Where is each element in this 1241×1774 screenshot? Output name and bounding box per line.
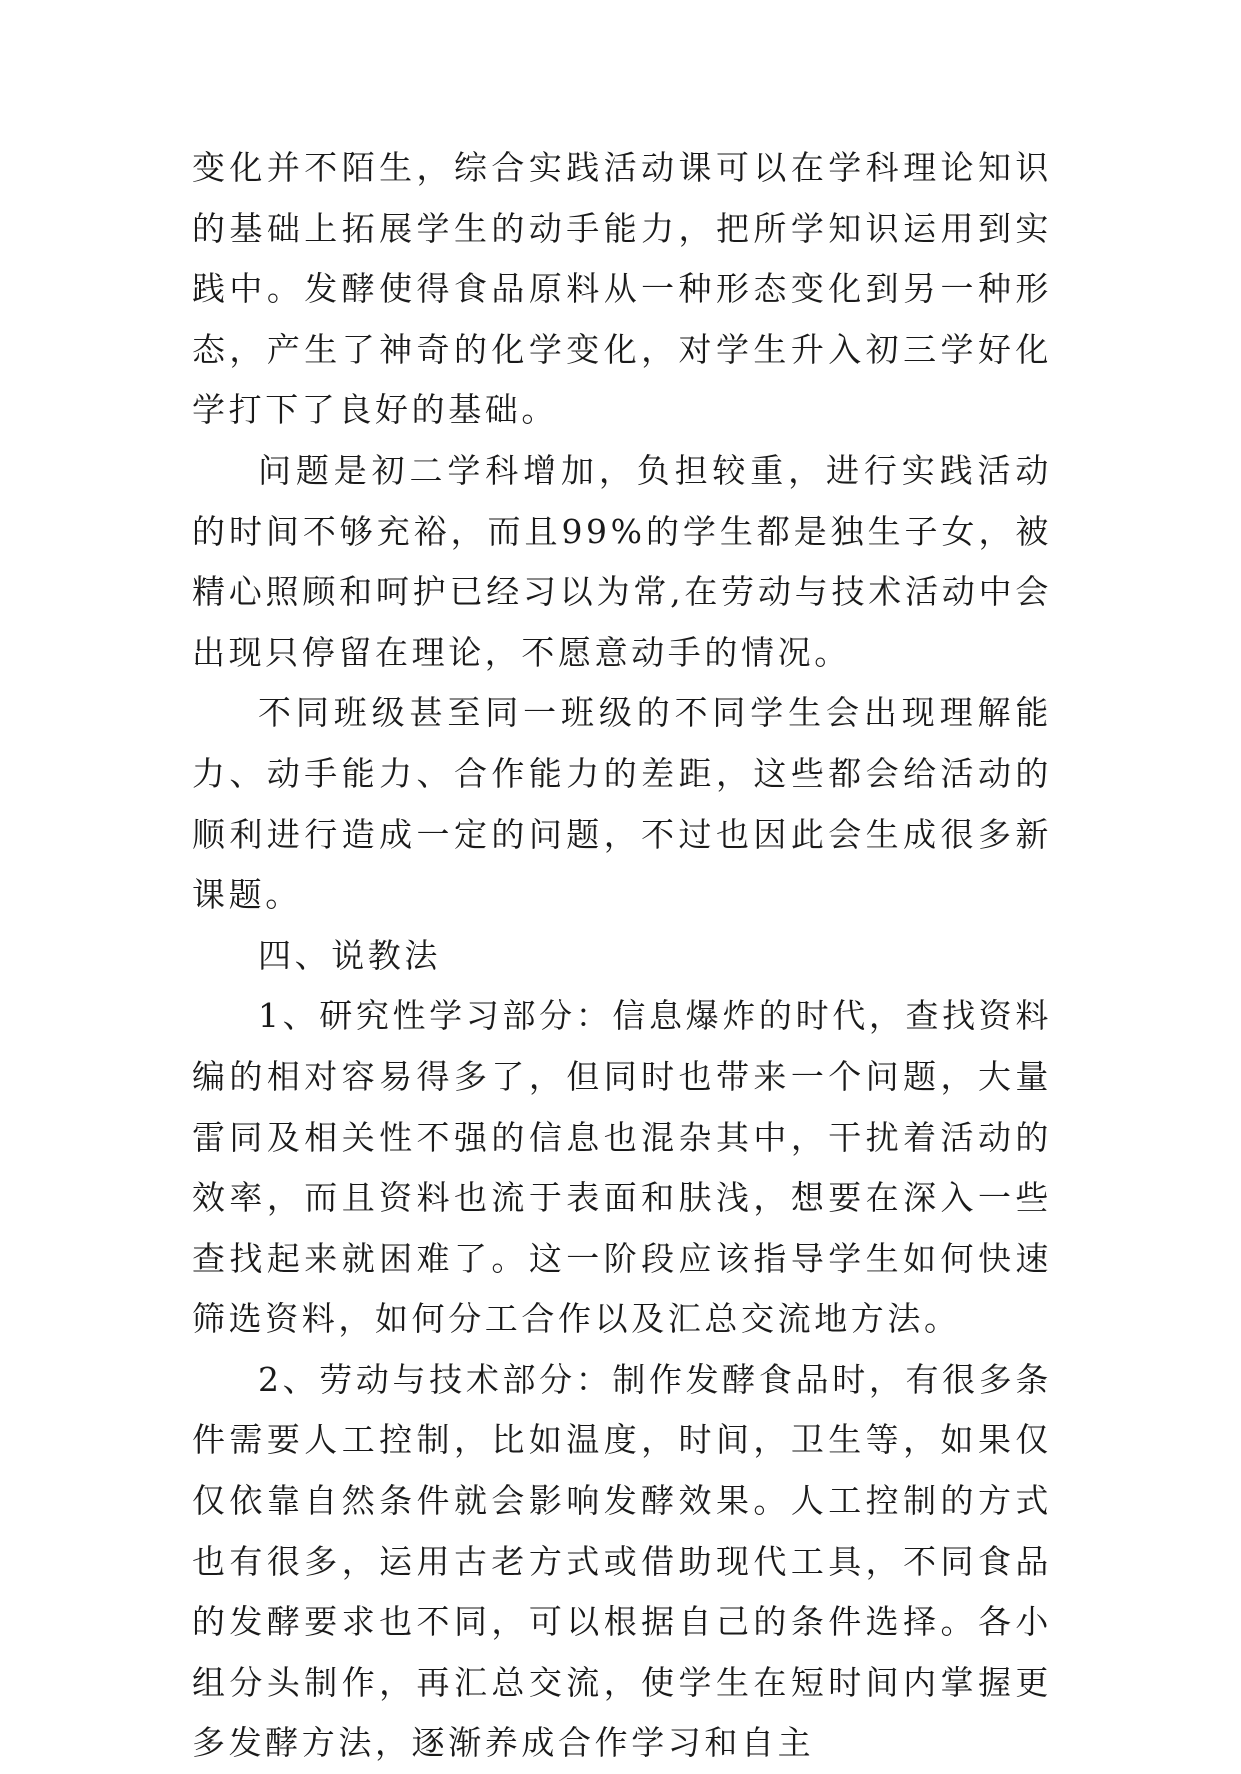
- paragraph-research-learning: 1、研究性学习部分：信息爆炸的时代，查找资料编的相对容易得多了，但同时也带来一个问题，大量雷同及相关性不强的信息也混杂其中，干扰着活动的效率，而且资料也流于表面和肤浅，想要在深入一些查找起来就困难了。这一阶段应该指导学生如何快速筛选资料，如何分工合作以及汇总交流地方法。: [192, 996, 1052, 1339]
- paragraph-continued-intro: 变化并不陌生，综合实践活动课可以在学科理论知识的基础上拓展学生的动手能力，把所学知识运用到实践中。发酵使得食品原料从一种形态变化到另一种形态，产生了神奇的化学变化，对学生升入初三学好化学打下了良好的基础。: [192, 148, 1052, 430]
- paragraph-labor-technology: 2、劳动与技术部分：制作发酵食品时，有很多条件需要人工控制，比如温度，时间，卫生等，如果仅仅依靠自然条件就会影响发酵效果。人工控制的方式也有很多，运用古老方式或借助现代工具，不同食品的发酵要求也不同，可以根据自己的条件选择。各小组分头制作，再汇总交流，使学生在短时间内掌握更多发酵方法，逐渐养成合作学习和自主: [192, 1359, 1052, 1763]
- paragraph-problem-workload: 问题是初二学科增加，负担较重，进行实践活动的时间不够充裕，而且99%的学生都是独生子女，被精心照顾和呵护已经习以为常,在劳动与技术活动中会出现只停留在理论，不愿意动手的情况。: [192, 450, 1052, 672]
- paragraph-student-differences: 不同班级甚至同一班级的不同学生会出现理解能力、动手能力、合作能力的差距，这些都会给活动的顺利进行造成一定的问题，不过也因此会生成很多新课题。: [192, 693, 1052, 915]
- section-heading-teaching-method: 四、说教法: [258, 935, 441, 975]
- document-body: [192, 138, 1052, 1774]
